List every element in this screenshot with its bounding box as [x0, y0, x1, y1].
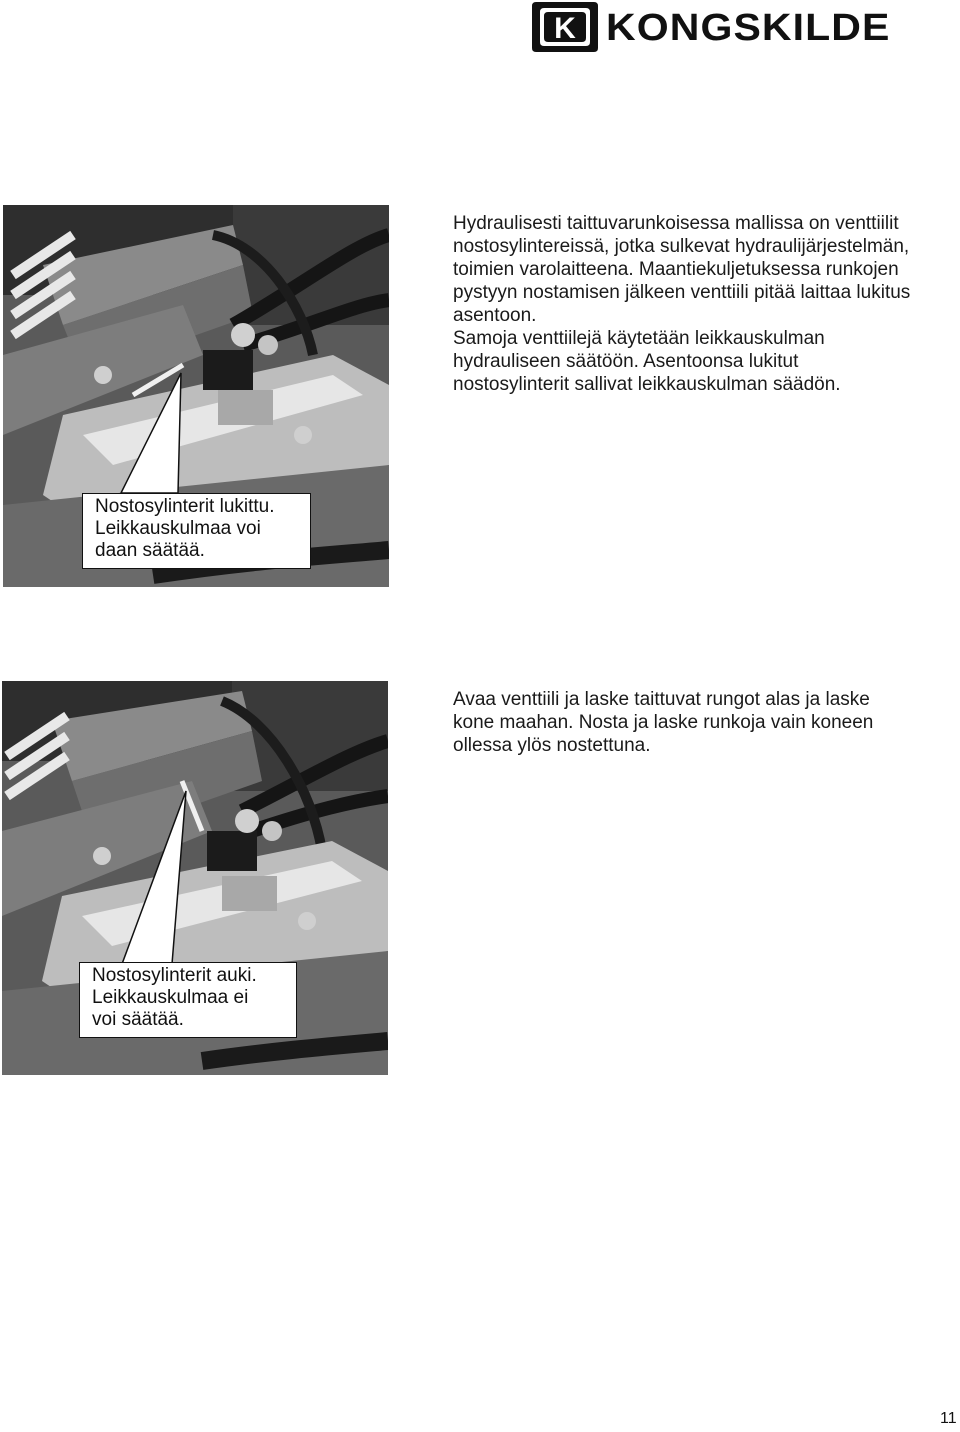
callout-line: daan säätää.	[95, 540, 205, 561]
kongskilde-logo	[528, 0, 948, 56]
callout-line: voi säätää.	[92, 1009, 184, 1030]
callout-line: Nostosylinterit lukittu.	[95, 496, 275, 517]
text-line: pystyyn nostamisen jälkeen venttiili pitää laittaa lukitus	[453, 282, 911, 303]
text-line: nostosylintereissä, jotka sulkevat hydraulijärjestelmän,	[453, 236, 910, 257]
callout-line: Leikkauskulmaa voi	[95, 518, 261, 539]
text-line: asentoon.	[453, 305, 537, 326]
open-description	[453, 688, 873, 757]
svg-text:K: K	[554, 12, 576, 45]
locked-description	[453, 212, 910, 396]
callout-line: Leikkauskulmaa ei	[92, 987, 249, 1008]
text-line: ollessa ylös nostettuna.	[453, 735, 651, 756]
text-line: Avaa venttiili ja laske taittuvat rungot alas ja laske	[453, 689, 870, 710]
brand-name: KONGSKILDE	[606, 7, 891, 49]
text-line: toimien varolaitteena. Maantiekuljetuksessa runkojen	[453, 259, 899, 280]
text-line: kone maahan. Nosta ja laske runkoja vain koneen	[453, 712, 874, 733]
text-line: nostosylinterit sallivat leikkauskulman säädön.	[453, 374, 841, 395]
text-line: hydrauliseen säätöön. Asentoonsa lukitut	[453, 351, 799, 372]
page-number: 11	[940, 1410, 957, 1427]
callout-line: Nostosylinterit auki.	[92, 965, 257, 986]
open-callout	[79, 962, 297, 1038]
text-line: Hydraulisesti taittuvarunkoisessa mallissa on venttiilit	[453, 213, 899, 234]
locked-callout	[82, 493, 311, 569]
kongskilde-logo-icon	[530, 0, 600, 54]
text-line: Samoja venttiilejä käytetään leikkauskulman	[453, 328, 825, 349]
